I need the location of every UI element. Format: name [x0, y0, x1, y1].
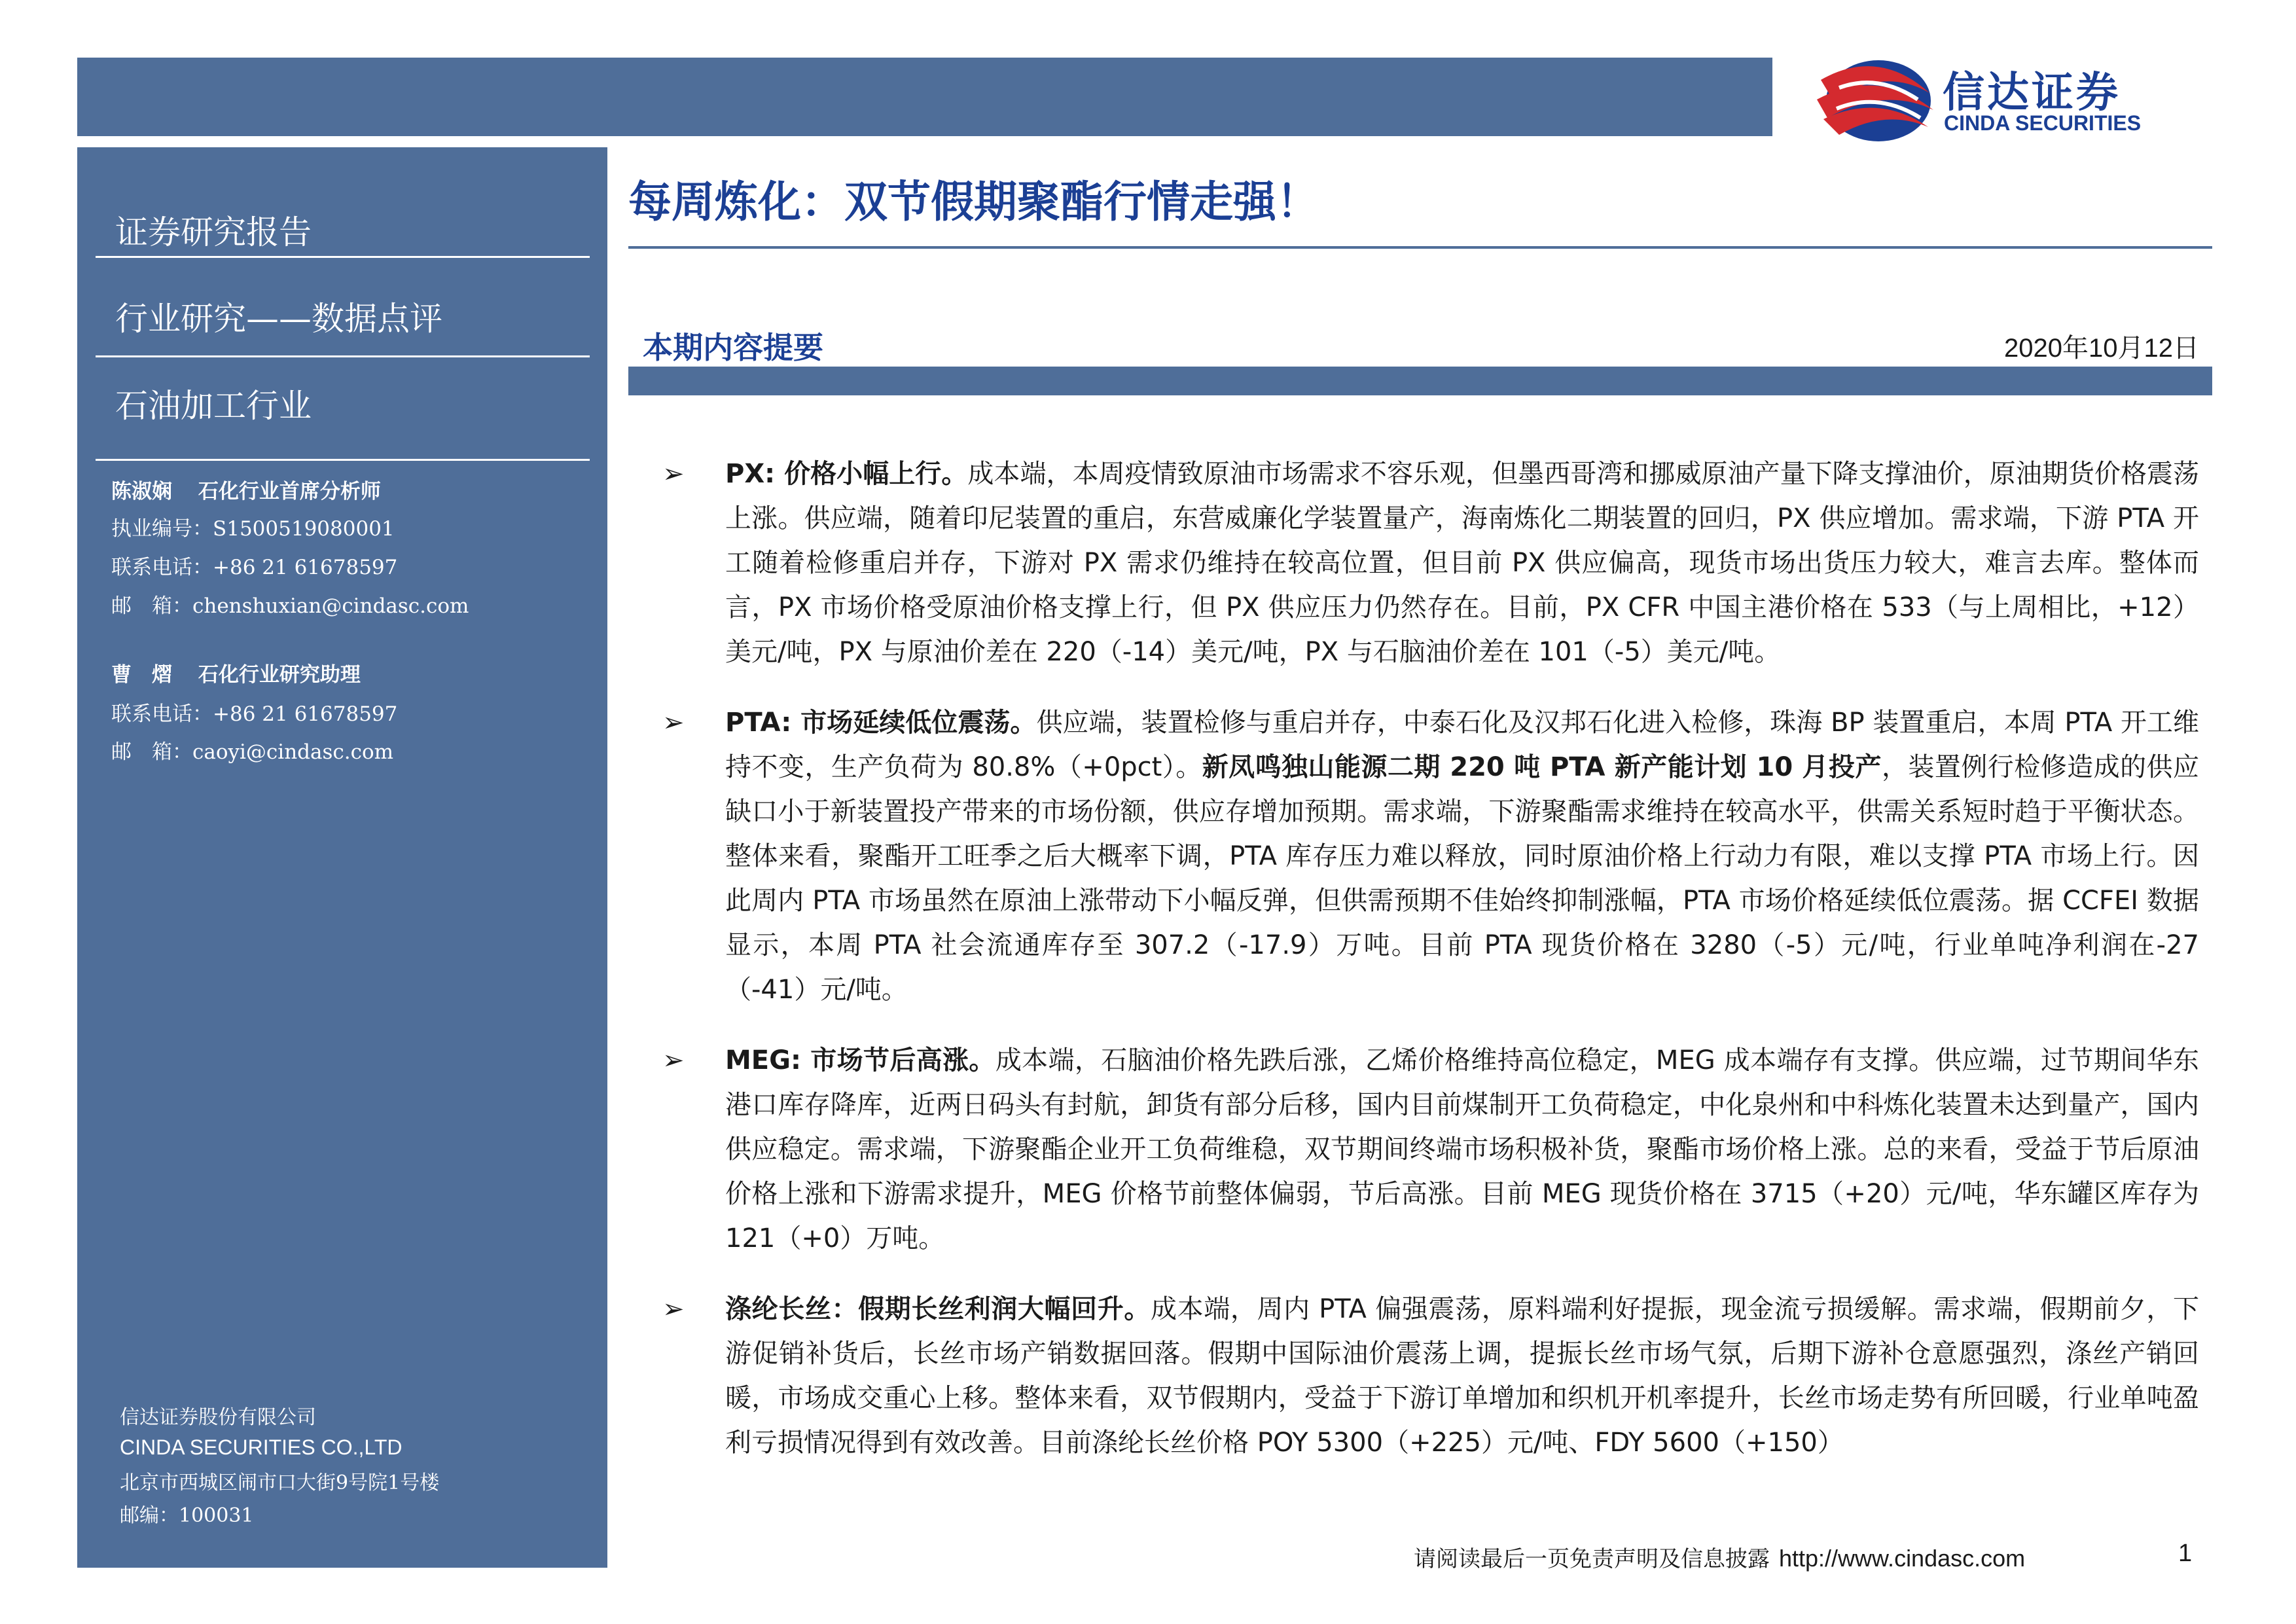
title-divider	[628, 246, 2212, 249]
analyst-1-email[interactable]: 邮 箱：chenshuxian@cindasc.com	[111, 594, 469, 618]
bullet-lead: PX: 价格小幅上行。	[725, 459, 968, 489]
bullet-px	[655, 452, 2199, 674]
analyst-2-email[interactable]: 邮 箱：caoyi@cindasc.com	[111, 740, 394, 764]
divider	[96, 355, 590, 357]
bullet-pta	[655, 700, 2199, 1012]
footer-url-link[interactable]: http://www.cindasc.com	[1779, 1545, 2026, 1572]
bullet-meg	[655, 1038, 2199, 1261]
bullet-polyester	[655, 1287, 2199, 1465]
company-address: 北京市西城区闹市口大街9号院1号楼	[120, 1471, 440, 1494]
analyst-1-name: 陈淑娴	[111, 480, 172, 503]
summary-bar	[628, 367, 2212, 395]
analyst-1-header	[111, 475, 381, 504]
report-date: 2020年10月12日	[2004, 334, 2199, 363]
cinda-logo	[1813, 54, 2219, 145]
report-category: 行业研究——数据点评	[115, 300, 442, 338]
bullet-lead: 涤纶长丝：假期长丝利润大幅回升。	[725, 1294, 1151, 1324]
logo-text-en: CINDA SECURITIES	[1944, 111, 2142, 135]
report-type: 证券研究报告	[115, 213, 312, 251]
analyst-1-license: 执业编号：S1500519080001	[111, 517, 395, 541]
arrow-bullet-icon: ➢	[662, 1294, 685, 1324]
cinda-globe-icon	[1813, 54, 1937, 145]
sidebar	[77, 147, 607, 1568]
analyst-2-role: 石化行业研究助理	[198, 663, 361, 687]
company-name-cn: 信达证券股份有限公司	[120, 1406, 316, 1429]
page-number: 1	[2178, 1540, 2193, 1567]
bullet-lead: PTA: 市场延续低位震荡。	[725, 708, 1037, 738]
summary-label: 本期内容提要	[643, 330, 823, 365]
analyst-1-phone: 联系电话：+86 21 61678597	[111, 556, 398, 579]
divider	[96, 459, 590, 461]
arrow-bullet-icon: ➢	[662, 459, 685, 489]
bullet-text: 成本端，石脑油价格先跌后涨，乙烯价格维持高位稳定，MEG 成本端存有支撑。供应端，过节期间华东港口库存降库，近两日码头有封航，卸货有部分后移，国内目前煤制开工负荷稳定，中化泉州和中科炼化装置未达到量产，国内供应稳定。需求端，下游聚酯企业开工负荷维稳，双节期间终端市场积极补货，聚酯市场价格上涨。总的来看，受益于节后原油价格上涨和下游需求提升，MEG 价格节前整体偏弱，节后高涨。目前 MEG 现货价格在 3715（+20）元/吨，华东罐区库存为 121（+0）万吨。	[725, 1045, 2199, 1254]
divider	[96, 256, 590, 258]
arrow-bullet-icon: ➢	[662, 708, 685, 738]
summary-content	[655, 452, 2199, 1491]
logo-text-cn: 信达证券	[1943, 69, 2121, 117]
bullet-text: 供应端，装置检修与重启并存，中泰石化及汉邦石化进入检修，珠海 BP 装置重启，本周 PTA 开工维持不变，生产负荷为 80.8%（+0pct）。	[725, 708, 2200, 782]
bullet-text: 成本端，周内 PTA 偏强震荡，原料端利好提振，现金流亏损缓解。需求端，假期前夕，下游促销补货后，长丝市场产销数据回落。假期中国际油价震荡上调，提振长丝市场气氛，后期下游补仓意愿强烈，涤丝产销回暖，市场成交重心上移。整体来看，双节假期内，受益于下游订单增加和织机开机率提升，长丝市场走势有所回暖，行业单吨盈利亏损情况得到有效改善。目前涤纶长丝价格 POY 5300（+225）元/吨、FDY 5600（+150）	[725, 1294, 2199, 1458]
bullet-emphasis: 新凤鸣独山能源二期 220 吨 PTA 新产能计划 10 月投产	[1202, 752, 1882, 782]
industry-name: 石油加工行业	[115, 387, 312, 425]
company-postcode: 邮编：100031	[120, 1504, 254, 1527]
analyst-2-header	[111, 658, 361, 687]
header-band	[77, 58, 1772, 136]
bullet-lead: MEG: 市场节后高涨。	[725, 1045, 996, 1075]
company-name-en: CINDA SECURITIES CO.,LTD	[120, 1435, 403, 1459]
analyst-2-phone: 联系电话：+86 21 61678597	[111, 702, 398, 726]
footer	[1414, 1541, 2025, 1573]
analyst-2-name: 曹 熠	[111, 663, 172, 687]
arrow-bullet-icon: ➢	[662, 1045, 685, 1075]
bullet-text-tail: ，装置例行检修造成的供应缺口小于新装置投产带来的市场份额，供应存增加预期。需求端，下游聚酯需求维持在较高水平，供需关系短时趋于平衡状态。整体来看，聚酯开工旺季之后大概率下调，PTA 库存压力难以释放，同时原油价格上行动力有限，难以支撑 PTA 市场上行。因此周内 PTA 市场虽然在原油上涨带动下小幅反弹，但供需预期不佳始终抑制涨幅，PTA 市场价格延续低位震荡。据 CCFEI 数据显示，本周 PTA 社会流通库存至 307.2（-17.9）万吨。目前 PTA 现货价格在 3280（-5）元/吨，行业单吨净利润在-27（-41）元/吨。	[725, 752, 2199, 1005]
footer-disclaimer: 请阅读最后一页免责声明及信息披露	[1414, 1546, 1770, 1572]
report-title: 每周炼化：双节假期聚酯行情走强！	[628, 177, 1319, 227]
bullet-text: 成本端，本周疫情致原油市场需求不容乐观，但墨西哥湾和挪威原油产量下降支撑油价，原油期货价格震荡上涨。供应端，随着印尼装置的重启，东营威廉化学装置量产，海南炼化二期装置的回归，PX 供应增加。需求端，下游 PTA 开工随着检修重启并存，下游对 PX 需求仍维持在较高位置，但目前 PX 供应偏高，现货市场出货压力较大，难言去库。整体而言，PX 市场价格受原油价格支撑上行，但 PX 供应压力仍然存在。目前，PX CFR 中国主港价格在 533（与上周相比，+12）美元/吨，PX 与原油价差在 220（-14）美元/吨，PX 与石脑油价差在 101（-5）美元/吨。	[725, 459, 2200, 667]
analyst-1-role: 石化行业首席分析师	[198, 480, 381, 503]
